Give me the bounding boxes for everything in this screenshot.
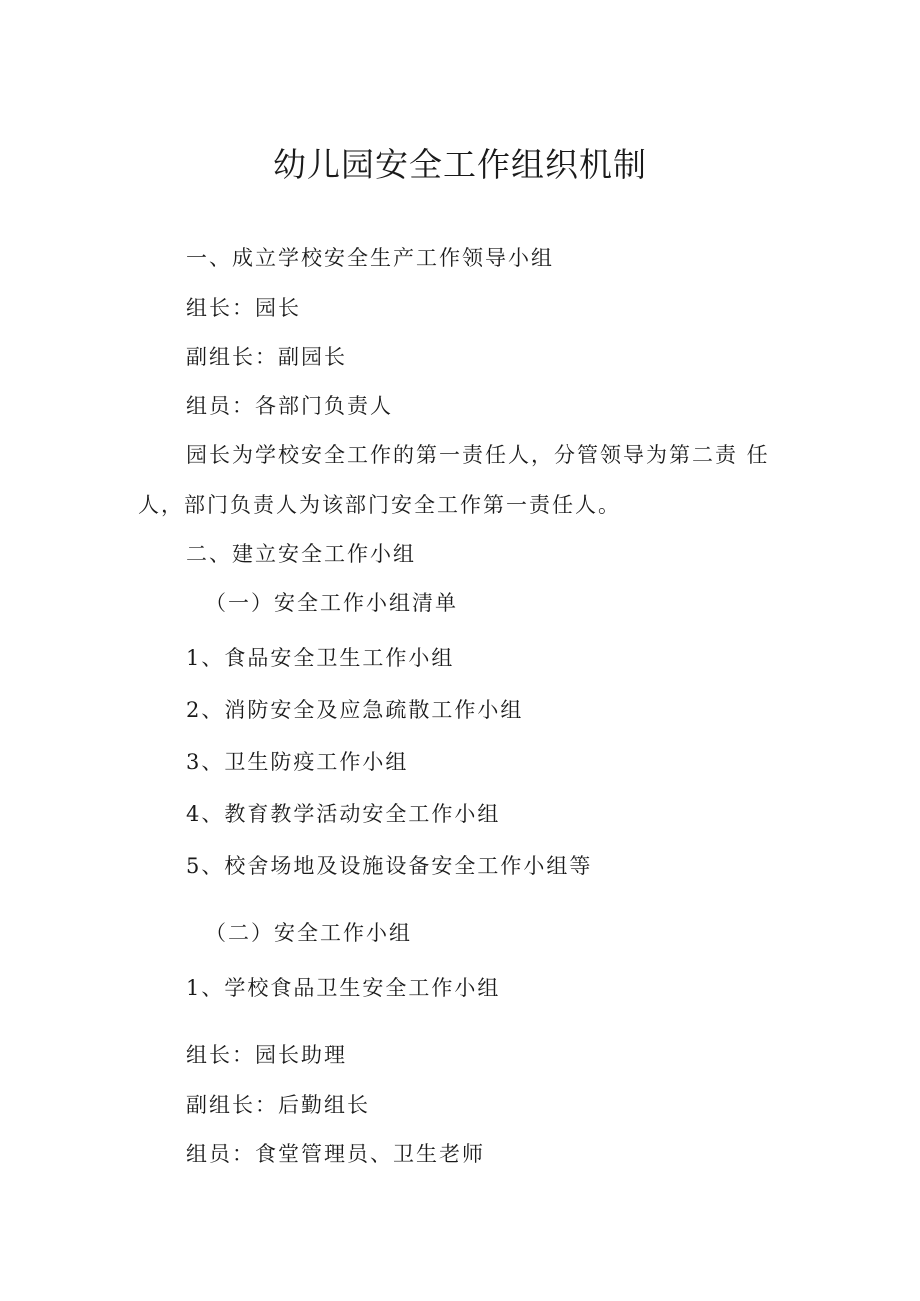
subsection-heading-2: （二）安全工作小组 <box>205 921 412 945</box>
members-line: 组员：各部门负责人 <box>186 394 393 418</box>
section-heading-2: 二、建立安全工作小组 <box>186 542 416 566</box>
list-item: 5、校舍场地及设施设备安全工作小组等 <box>186 854 593 878</box>
responsibility-paragraph-line-1: 园长为学校安全工作的第一责任人，分管领导为第二责 任 <box>186 443 770 467</box>
subsection-heading-1: （一）安全工作小组清单 <box>205 591 458 615</box>
group-members-line: 组员：食堂管理员、卫生老师 <box>186 1142 485 1166</box>
deputy-leader-line: 副组长：副园长 <box>186 345 347 369</box>
group-heading: 1、学校食品卫生安全工作小组 <box>186 976 501 1000</box>
list-item: 2、消防安全及应急疏散工作小组 <box>186 698 524 722</box>
leader-line: 组长：园长 <box>186 296 301 320</box>
list-item: 3、卫生防疫工作小组 <box>186 750 409 774</box>
section-heading-1: 一、成立学校安全生产工作领导小组 <box>186 246 554 270</box>
document-title: 幼儿园安全工作组织机制 <box>273 145 647 184</box>
list-item: 1、食品安全卫生工作小组 <box>186 646 455 670</box>
group-leader-line: 组长：园长助理 <box>186 1043 347 1067</box>
responsibility-paragraph-line-2: 人，部门负责人为该部门安全工作第一责任人。 <box>138 493 621 517</box>
list-item: 4、教育教学活动安全工作小组 <box>186 802 501 826</box>
group-deputy-leader-line: 副组长：后勤组长 <box>186 1093 370 1117</box>
